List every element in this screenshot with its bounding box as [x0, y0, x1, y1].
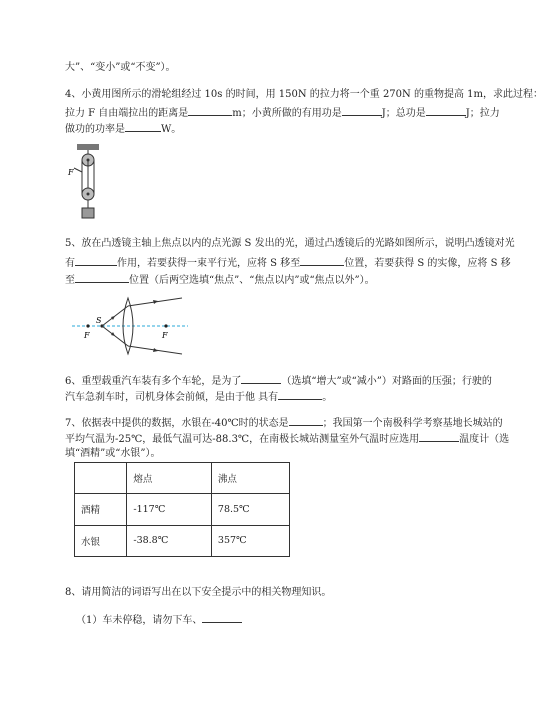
q4-blank-useful-work[interactable] — [342, 106, 382, 116]
q8-line1: 8、请用简洁的词语写出在以下安全提示中的相关物理知识。 — [65, 587, 332, 598]
table-cell: 78.5℃ — [211, 494, 289, 525]
pulley-system-figure — [64, 142, 114, 222]
table-cell: 水银 — [75, 525, 127, 556]
q5-line3-text-b: 位置（后两空选填“焦点”、“焦点以内”或“焦点以外”）。 — [129, 275, 375, 286]
q5-line2 — [65, 256, 511, 270]
q8-item1 — [76, 613, 242, 627]
q4-line3 — [65, 122, 181, 136]
table-header-cell — [75, 463, 127, 494]
q7-line3: 填“酒精”或“水银”）。 — [65, 448, 161, 459]
convex-lens-figure — [70, 296, 190, 356]
table-header-cell: 熔点 — [127, 463, 212, 494]
table-header-row — [75, 463, 290, 494]
label-s: S — [96, 316, 102, 325]
q5-line1: 5、放在凸透镜主轴上焦点以内的点光源 S 发出的光，通过凸透镜后的光路如图所示，说明凸透镜对光 — [65, 238, 515, 249]
weight-block — [82, 208, 94, 218]
q4-line2-text-c: J；总功是 — [381, 108, 426, 119]
q4-line3-text-a: 做功的功率是 — [65, 124, 125, 135]
q4-line2-text-b: m；小黄所做的有用功是 — [232, 108, 342, 119]
q7-line2-text-a: 平均气温为-25℃，最低气温可达-88.3℃，在南极长城站测量室外气温时应选用 — [65, 434, 420, 445]
pulley-label-f: F — [68, 168, 74, 177]
label-f-right: F — [162, 331, 168, 340]
q5-line3-text-a: 至 — [65, 275, 75, 286]
q4-blank-distance[interactable] — [188, 106, 232, 116]
q7-line1 — [65, 416, 503, 430]
q8-item1-text: （1）车未停稳，请勿下车、 — [76, 615, 203, 626]
q7-blank-thermometer[interactable] — [419, 432, 459, 442]
q4-line2 — [65, 106, 500, 120]
q5-line2-text-c: 位置，若要获得 S 的实像，应将 S 移 — [344, 258, 511, 269]
q6-blank-pressure[interactable] — [241, 374, 281, 384]
q3-tail-text: 大”、“变小”或“不变”）。 — [65, 62, 176, 73]
q7-line1-text-b: ；我国第一个南极科学考察基地长城站的 — [322, 418, 503, 429]
label-f-left: F — [84, 331, 90, 340]
q5-blank-real-image-position[interactable] — [75, 273, 129, 283]
table-header-cell: 沸点 — [211, 463, 289, 494]
q7-blank-state[interactable] — [289, 416, 323, 426]
q6-line2 — [65, 390, 332, 404]
q4-line2-text-d: J；拉力 — [465, 108, 500, 119]
q7-line2-text-b: 温度计（选 — [459, 434, 510, 445]
q6-line2-text-a: 汽车急刹车时，司机身体会前倾，是由于他 具有 — [65, 392, 279, 403]
q4-line2-text-a: 拉力 F 自由端拉出的距离是 — [65, 108, 189, 119]
focus-left — [86, 324, 89, 327]
q8-blank-item1[interactable] — [202, 613, 242, 623]
table-cell: -117℃ — [127, 494, 212, 525]
q6-line1-text-a: 6、重型载重汽车装有多个车轮，是为了 — [65, 376, 242, 387]
q4-blank-total-work[interactable] — [426, 106, 466, 116]
table-cell: 酒精 — [75, 494, 127, 525]
q5-blank-parallel-position[interactable] — [300, 256, 344, 266]
table-cell: -38.8℃ — [127, 525, 212, 556]
q5-line3 — [65, 273, 375, 287]
q7-line1-text-a: 7、依据表中提供的数据，水银在-40℃时的状态是 — [65, 418, 289, 429]
q6-line1-text-b: （选填“增大”或“减小”）对路面的压强；行驶的 — [281, 376, 492, 387]
q6-blank-inertia[interactable] — [278, 390, 322, 400]
table-cell: 357℃ — [211, 525, 289, 556]
q5-line2-text-a: 有 — [65, 258, 75, 269]
q4-line1: 4、小黄用图所示的滑轮组经过 10s 的时间，用 150N 的拉力将一个重 270N 的重物提高 1m，求此过程： — [65, 89, 543, 100]
ceiling-bar — [77, 144, 99, 150]
q5-blank-effect[interactable] — [75, 256, 117, 266]
q7-line2 — [65, 432, 509, 446]
melting-boiling-table — [74, 462, 290, 557]
table-row — [75, 494, 290, 525]
q6-line1 — [65, 374, 492, 388]
q6-line2-text-b: 。 — [322, 392, 333, 403]
table-row — [75, 525, 290, 556]
q5-line2-text-b: 作用，若要获得一束平行光，应将 S 移至 — [117, 258, 301, 269]
focus-right — [164, 324, 167, 327]
q4-blank-power[interactable] — [125, 122, 161, 132]
q4-line3-text-b: W。 — [161, 124, 182, 135]
